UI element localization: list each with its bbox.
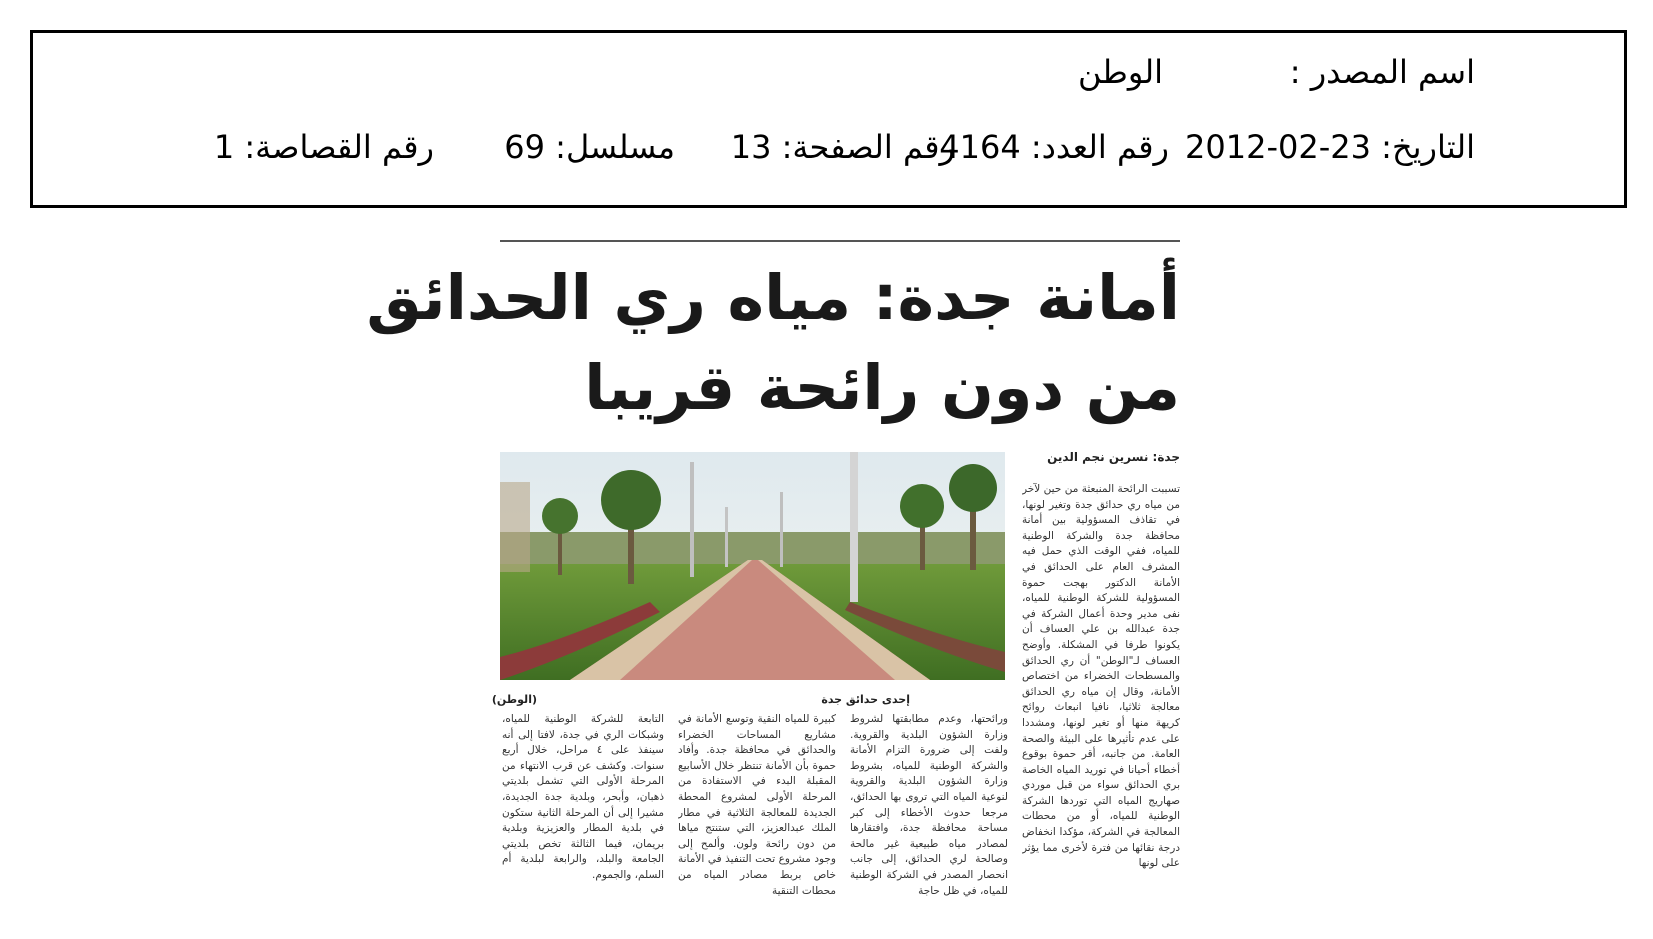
article-column-4: التابعة للشركة الوطنية للمياه، وشبكات الري في جدة، لافتا إلى أنه سينفذ على ٤ مراحل، خلال أربع سنوات. وكشف عن قرب الانتهاء من المرحلة الأولى التي تشمل بلديتي ذهبان، وأبحر، وبلدية جدة الجديدة، مشيرا إلى أن المرحلة الثانية ستكون في بلدية المطار والعزيزية وبلدية بريمان، فيما الثالثة تخص بلديتي الجامعة والبلد، والرابعة لبلدية أم السلم، والجموم. — [502, 713, 664, 881]
newspaper-clipping — [366, 238, 1180, 928]
photo-caption: إحدى حدائق جدة — [821, 693, 910, 706]
headline-line-1: أمانة جدة: مياه ري الحدائق — [366, 261, 1180, 334]
source-value: الوطن — [1078, 53, 1163, 91]
serial-field: مسلسل: 69 — [504, 128, 675, 166]
top-rule — [500, 240, 1180, 242]
byline: جدة: نسرين نجم الدين — [1047, 450, 1180, 464]
article-column-2: ورائحتها، وعدم مطابقتها لشروط وزارة الشؤون البلدية والقروية. ولفت إلى ضرورة التزام الأمانة والشركة الوطنية للمياه، بشروط وزارة الشؤون البلدية والقروية لنوعية المياه التي تروى بها الحدائق، مرجعا حدوث الأخطاء إلى كبر مساحة محافظة جدة، وافتقارها لمصادر مياه طبيعية غير مالحة وصالحة لري الحدائق، إلى جانب انحصار المصدر في الشركة الوطنية للمياه، في ظل حاجة — [850, 713, 1008, 897]
headline-line-2: من دون رائحة قريبا — [584, 351, 1180, 424]
page-number-field: رقم الصفحة: 13 — [730, 128, 955, 166]
clip-number-field: رقم القصاصة: 1 — [213, 128, 434, 166]
issue-number-field: رقم العدد: 4164 — [939, 128, 1169, 166]
photo-credit: (الوطن) — [491, 693, 537, 706]
park-photo — [500, 452, 1005, 680]
article-column-1: تسببت الرائحة المنبعثة من حين لآخر من مياه ري حدائق جدة وتغير لونها، في تقاذف المسؤولية بين أمانة محافظة جدة والشركة الوطنية للمياه، ففي الوقت الذي حمل فيه المشرف العام على الحدائق في الأمانة الدكتور بهجت حموة المسؤولية للشركة الوطنية للمياه، نفى مدير وحدة أعمال الشركة في جدة عبدالله بن علي العساف أن يكونوا طرفا في المشكلة. وأوضح العساف لـ"الوطن" أن ري الحدائق والمسطحات الخضراء من اختصاص الأمانة، وقال إن مياه ري الحدائق معالجة ثلاثيا، نافيا انبعاث روائح كريهة منها أو تغير لونها، ومشددا على عدم تأثيرها على البيئة والصحة العامة. من جانبه، أقر حموة بوقوع أخطاء أحيانا في توريد المياه الخاصة بري الحدائق سواء من قبل موردي صهاريج المياه التي توردها الشركة الوطنية للمياه، أو من محطات المعالجة في الشركة، مؤكدا انخفاض درجة نقائها من فترة لأخرى مما يؤثر على لونها — [1022, 483, 1180, 870]
date-field: التاريخ: 23-02-2012 — [1185, 128, 1475, 166]
article-column-3: كبيرة للمياه النقية وتوسع الأمانة في مشاريع المساحات الخضراء والحدائق في محافظة جدة. وأفاد حموة بأن الأمانة تنتظر خلال الأسابيع المقبلة البدء في الاستفادة من المرحلة الأولى لمشروع المحطة الجديدة للمعالجة الثلاثية في مطار الملك عبدالعزيز، التي ستنتج مياها من دون رائحة ولون. وألمح إلى وجود مشروع تحت التنفيذ في الأمانة خاص بربط مصادر المياه من محطات التنقية — [678, 713, 836, 897]
source-label: اسم المصدر : — [1289, 53, 1475, 91]
